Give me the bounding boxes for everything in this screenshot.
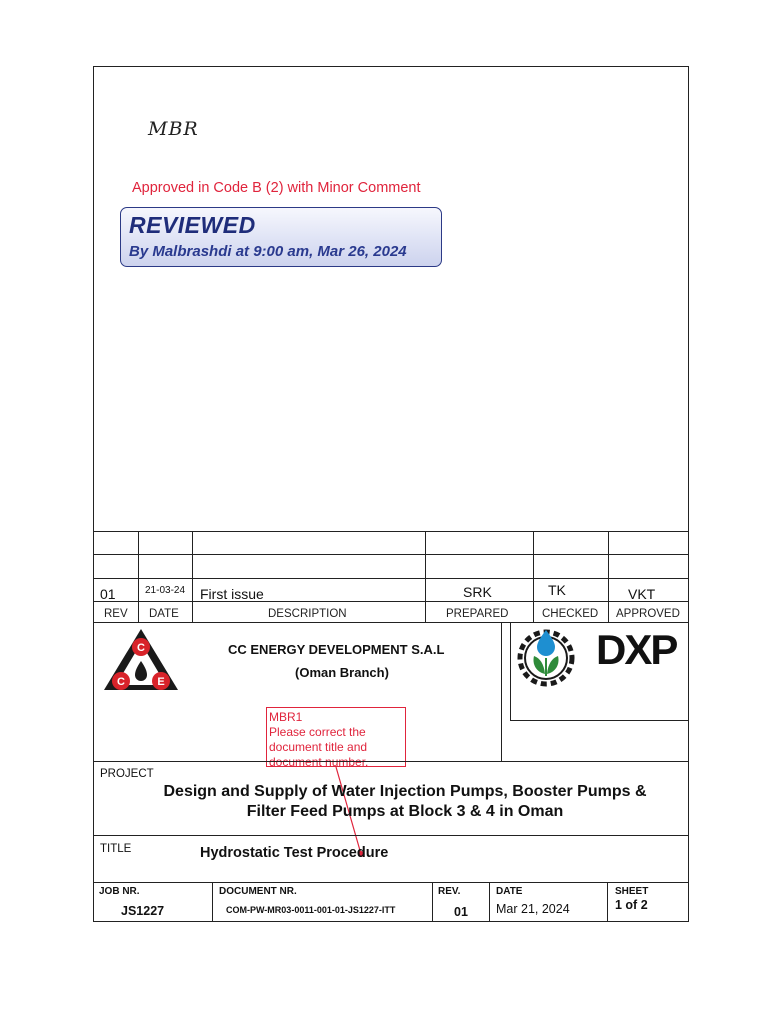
rev-header-checked: CHECKED (542, 608, 599, 620)
rev-value: 01 (454, 905, 468, 919)
approval-note[interactable]: Approved in Code B (2) with Minor Comment (132, 180, 421, 196)
rev-label: REV. (438, 886, 461, 897)
rev-table-divider (608, 531, 609, 622)
rev-approved: VKT (628, 586, 656, 602)
footer-divider (489, 882, 490, 922)
date-label: DATE (496, 886, 523, 897)
rev-header-date: DATE (149, 608, 179, 620)
logo-letter-right: E (157, 676, 165, 688)
comment-text: Please correct the document title and document number. (269, 725, 369, 769)
rev-number: 01 (100, 586, 116, 602)
sheet-value: 1 of 2 (615, 898, 648, 912)
rev-checked: TK (548, 582, 566, 598)
date-value: Mar 21, 2024 (496, 902, 570, 916)
project-name-line1: Design and Supply of Water Injection Pumps, Booster Pumps & (163, 783, 647, 800)
logo-letter-left: C (117, 676, 125, 688)
project-name-line2: Filter Feed Pumps at Block 3 & 4 in Oman (246, 803, 564, 820)
footer-divider (212, 882, 213, 922)
rev-table-line (93, 554, 689, 555)
project-label: PROJECT (100, 768, 154, 780)
rev-header-prepared: PREPARED (446, 608, 509, 620)
rev-table-divider (425, 531, 426, 622)
rev-table-line (93, 601, 689, 602)
rev-header-approved: APPROVED (616, 608, 680, 620)
rev-table-divider (138, 531, 139, 622)
job-nr-label: JOB NR. (99, 886, 140, 897)
footer-block-line (93, 882, 689, 883)
company-name: CC ENERGY DEVELOPMENT S.A.L (228, 642, 445, 657)
rev-prepared: SRK (463, 584, 492, 600)
client-dxp-logo: DXP (596, 626, 677, 673)
company-branch: (Oman Branch) (295, 665, 389, 680)
document-title: Hydrostatic Test Procedure (200, 845, 389, 861)
logo-triangle-icon (104, 629, 178, 690)
comment-author: MBR1 (269, 710, 303, 724)
project-name (120, 782, 690, 822)
stamp-by-line: By Malbrashdi at 9:00 am, Mar 26, 2024 (129, 243, 407, 260)
sheet-label: SHEET (615, 886, 649, 897)
document-nr-label: DOCUMENT NR. (219, 886, 297, 897)
client-gear-logo (514, 626, 578, 688)
rev-header-description: DESCRIPTION (268, 608, 347, 620)
rev-table-divider (192, 531, 193, 622)
title-label: TITLE (100, 843, 132, 855)
rev-description: First issue (200, 586, 264, 602)
rev-date: 21-03-24 (145, 585, 186, 596)
footer-divider (607, 882, 608, 922)
rev-table-line (93, 531, 689, 532)
comment-popup[interactable] (266, 707, 406, 767)
stamp-title: REVIEWED (129, 212, 256, 238)
job-nr-value: JS1227 (121, 904, 165, 918)
reviewer-signature: MBR (148, 118, 199, 140)
rev-table-divider (533, 531, 534, 622)
footer-divider (432, 882, 433, 922)
logo-letter-top: C (137, 642, 145, 654)
title-block-line (93, 835, 689, 836)
document-nr-value: COM-PW-MR03-0011-001-01-JS1227-ITT (226, 905, 396, 915)
reviewed-stamp[interactable] (120, 207, 442, 267)
rev-table-line (93, 578, 689, 579)
company-block-divider (501, 622, 502, 761)
rev-header-rev: REV (104, 608, 128, 620)
project-block-line (93, 761, 689, 762)
company-logo (101, 627, 181, 693)
